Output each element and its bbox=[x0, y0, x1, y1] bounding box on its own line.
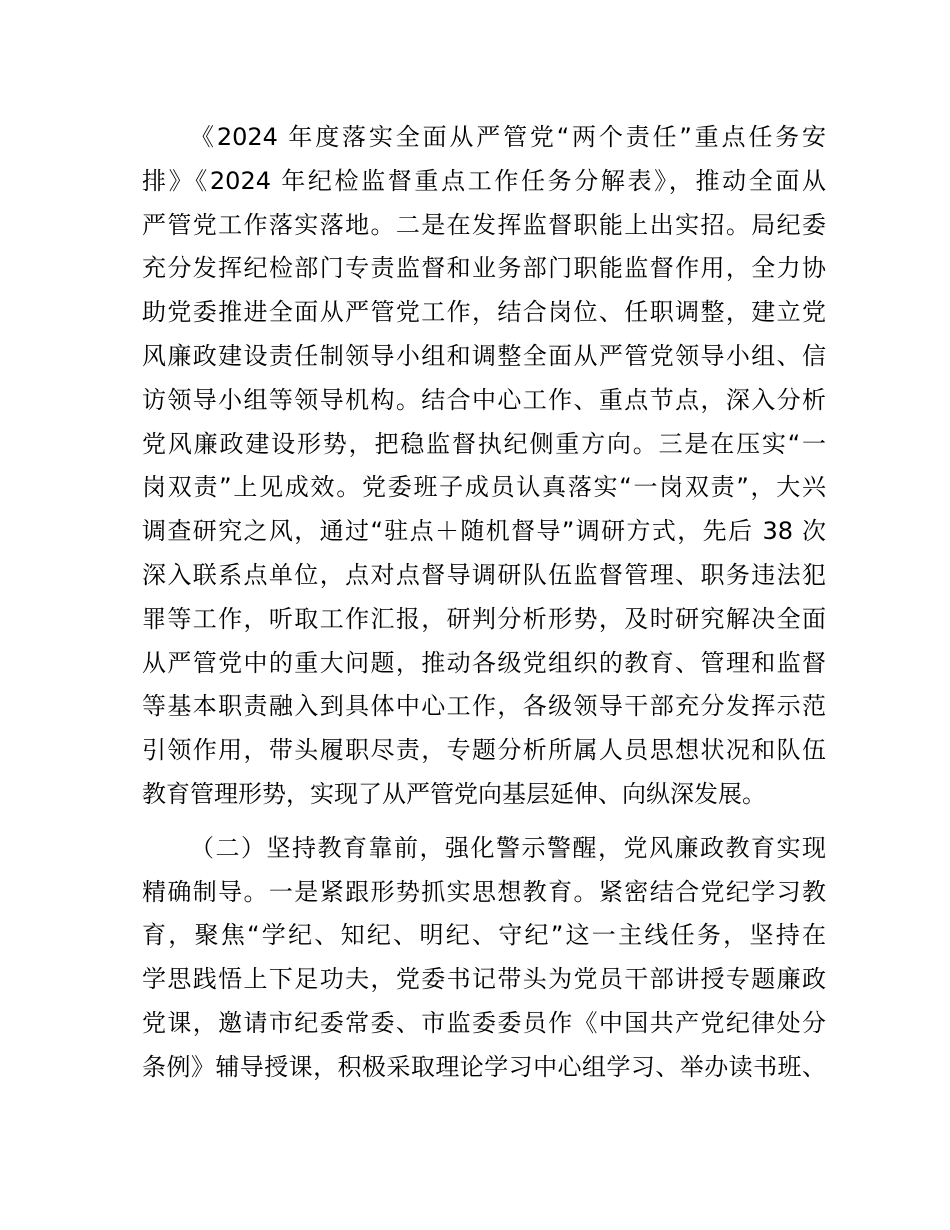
text-line: 风廉政建设责任制领导小组和调整全面从严管党领导小组、信 bbox=[142, 341, 826, 370]
text-line: 充分发挥纪检部门专责监督和业务部门职能监督作用，全力协 bbox=[142, 254, 826, 283]
paragraph-2 bbox=[142, 827, 826, 1090]
text-line: 深入联系点单位，点对点督导调研队伍监督管理、职务违法犯 bbox=[142, 560, 826, 589]
text-line: 访领导小组等领导机构。结合中心工作、重点节点，深入分析 bbox=[142, 385, 826, 414]
text-line: （二）坚持教育靠前，强化警示警醒，党风廉政教育实现 bbox=[190, 833, 826, 862]
document-body bbox=[142, 116, 826, 1090]
text-line: 学思践悟上下足功夫，党委书记带头为党员干部讲授专题廉政 bbox=[142, 965, 826, 994]
text-line: 等基本职责融入到具体中心工作，各级领导干部充分发挥示范 bbox=[142, 692, 826, 721]
text-line: 排》《2024 年纪检监督重点工作任务分解表》，推动全面从 bbox=[142, 166, 826, 195]
text-line: 助党委推进全面从严管党工作，结合岗位、任职调整，建立党 bbox=[142, 298, 826, 327]
text-line: 《2024 年度落实全面从严管党“两个责任”重点任务安 bbox=[190, 123, 826, 151]
text-line: 条例》辅导授课，积极采取理论学习中心组学习、举办读书班、 bbox=[142, 1052, 826, 1081]
text-line: 岗双责”上见成效。党委班子成员认真落实“一岗双责”，大兴 bbox=[142, 473, 826, 502]
text-line: 严管党工作落实落地。二是在发挥监督职能上出实招。局纪委 bbox=[142, 210, 826, 239]
text-line: 育，聚焦“学纪、知纪、明纪、守纪”这一主线任务，坚持在 bbox=[142, 921, 826, 950]
text-line: 调查研究之风，通过“驻点＋随机督导”调研方式，先后 38 次 bbox=[142, 517, 826, 546]
paragraph-1 bbox=[142, 116, 826, 817]
paragraph-spacer bbox=[142, 817, 826, 827]
text-line: 教育管理形势，实现了从严管党向基层延伸、向纵深发展。 bbox=[142, 779, 766, 808]
text-line: 引领作用，带头履职尽责，专题分析所属人员思想状况和队伍 bbox=[142, 736, 826, 765]
text-line: 党课，邀请市纪委常委、市监委委员作《中国共产党纪律处分 bbox=[142, 1008, 826, 1037]
text-line: 罪等工作，听取工作汇报，研判分析形势，及时研究解决全面 bbox=[142, 604, 826, 633]
text-line: 党风廉政建设形势，把稳监督执纪侧重方向。三是在压实“一 bbox=[142, 429, 826, 458]
text-line: 从严管党中的重大问题，推动各级党组织的教育、管理和监督 bbox=[142, 648, 826, 677]
text-line: 精确制导。一是紧跟形势抓实思想教育。紧密结合党纪学习教 bbox=[142, 877, 826, 906]
